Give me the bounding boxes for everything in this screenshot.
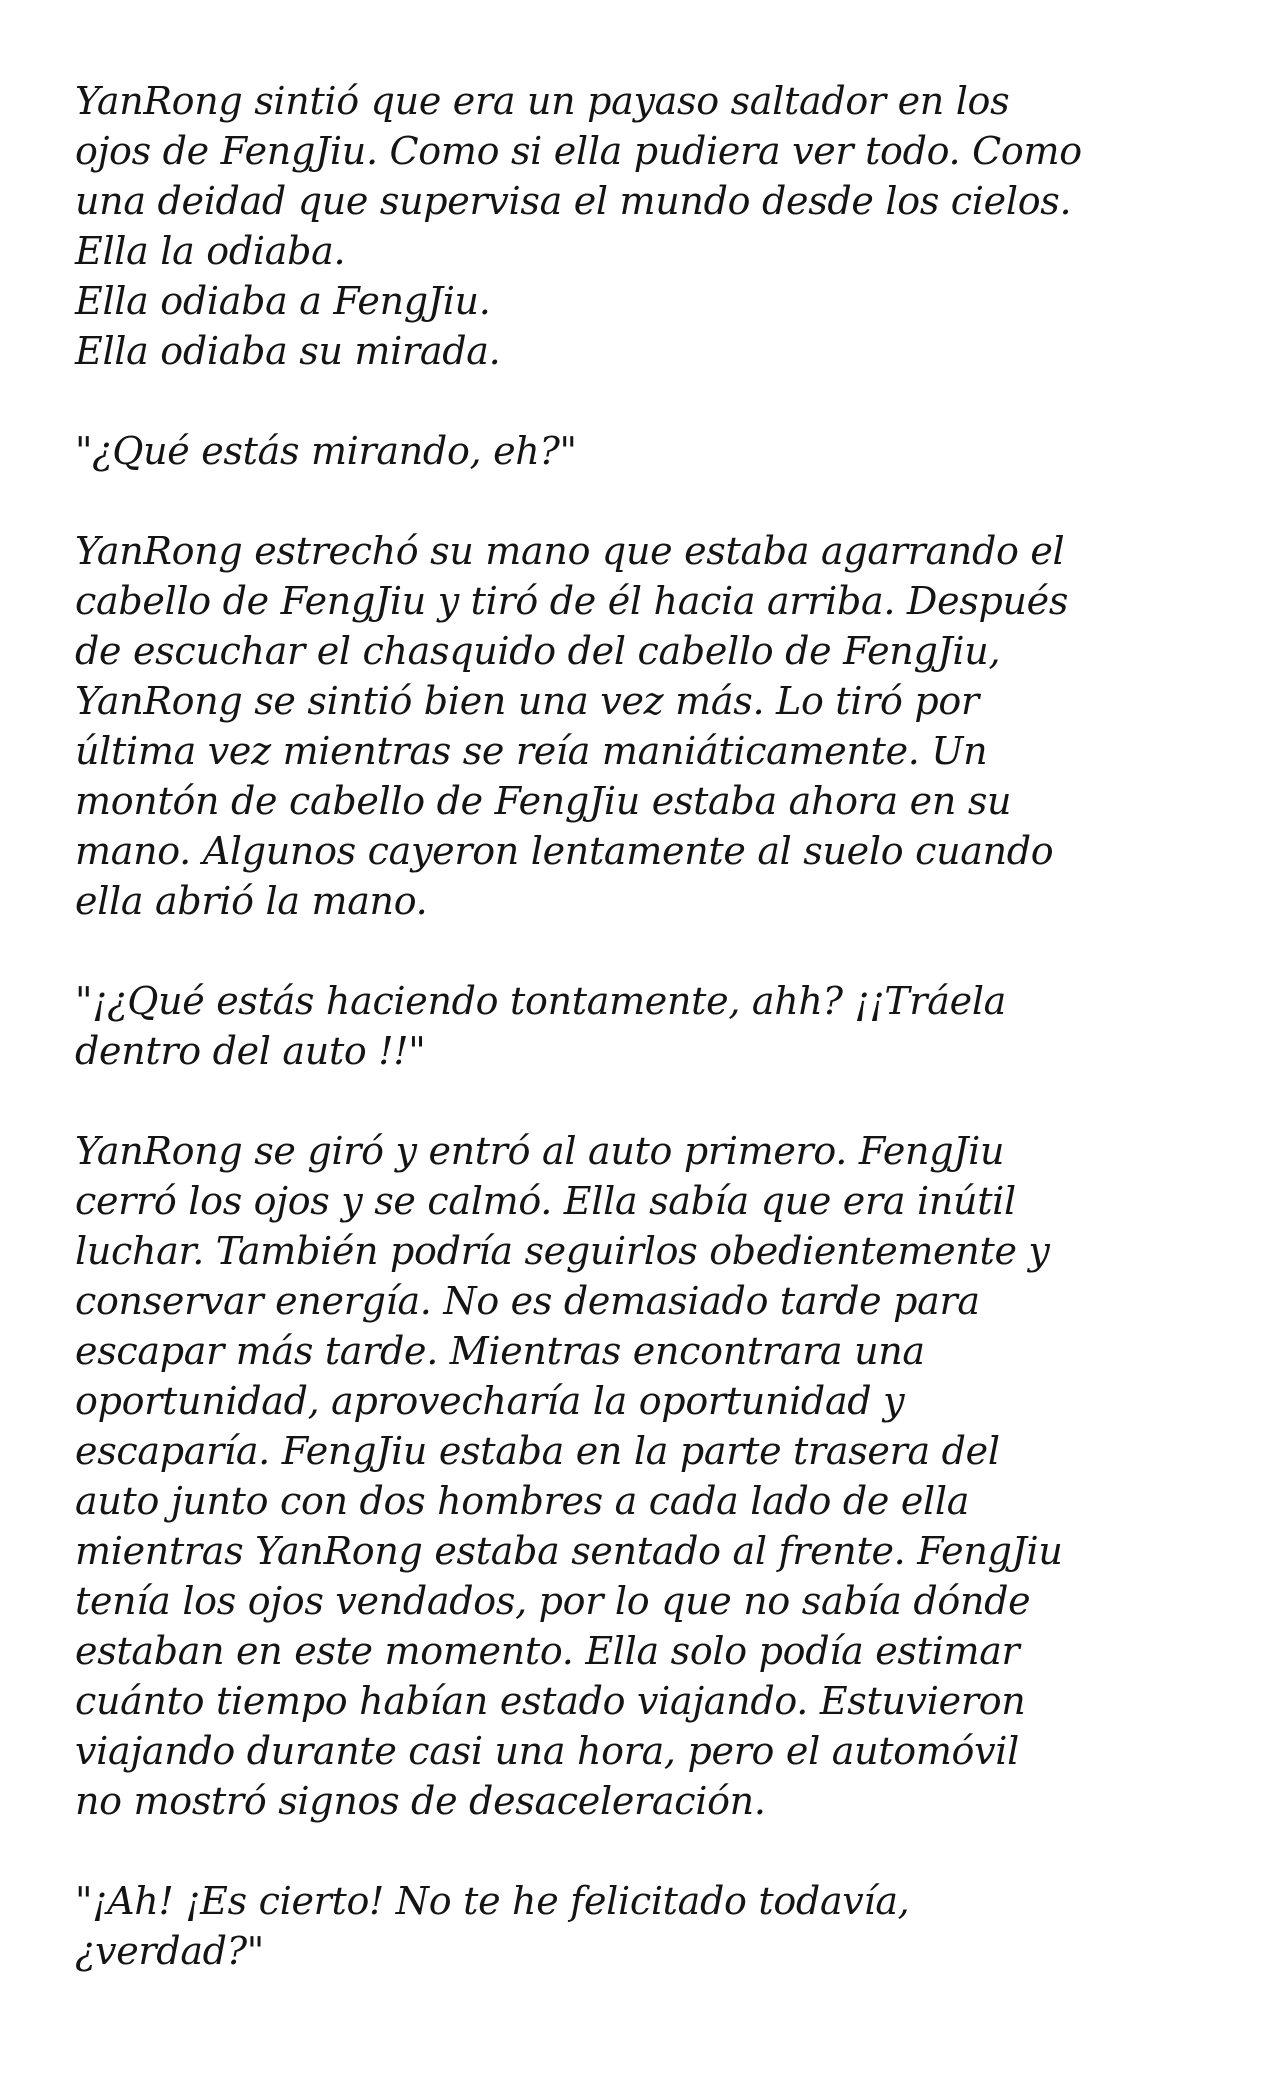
text-line: estaban en este momento. Ella solo podía estimar	[75, 1629, 1020, 1673]
paragraph-3	[75, 1126, 1235, 1826]
dialogue-line: "¡Ah! ¡Es cierto! No te he felicitado todavía,	[75, 1879, 910, 1923]
text-line: Ella odiaba a FengJiu.	[75, 279, 491, 323]
text-line: cuánto tiempo habían estado viajando. Estuvieron	[75, 1679, 1026, 1723]
dialogue-line: dentro del auto !!"	[75, 1029, 426, 1073]
text-line: cabello de FengJiu y tiró de él hacia arriba. Después	[75, 579, 1069, 623]
text-line: no mostró signos de desaceleración.	[75, 1779, 766, 1823]
text-line: de escuchar el chasquido del cabello de FengJiu,	[75, 629, 1001, 673]
text-line: YanRong se sintió bien una vez más. Lo tiró por	[75, 679, 979, 723]
text-line: mientras YanRong estaba sentado al frente. FengJiu	[75, 1529, 1063, 1573]
text-line: cerró los ojos y se calmó. Ella sabía que era inútil	[75, 1179, 1016, 1223]
text-line: YanRong se giró y entró al auto primero. FengJiu	[75, 1129, 1005, 1173]
dialogue-line: "¡¿Qué estás haciendo tontamente, ahh? ¡¡Tráela	[75, 979, 1007, 1023]
text-line: tenía los ojos vendados, por lo que no sabía dónde	[75, 1579, 1031, 1623]
dialogue-line: ¿verdad?"	[75, 1929, 264, 1973]
text-line: YanRong sintió que era un payaso saltador en los	[75, 79, 1010, 123]
text-line: ella abrió la mano.	[75, 879, 428, 923]
text-line: escaparía. FengJiu estaba en la parte trasera del	[75, 1429, 1000, 1473]
text-line: YanRong estrechó su mano que estaba agarrando el	[75, 529, 1065, 573]
text-line: oportunidad, aprovecharía la oportunidad y	[75, 1379, 905, 1423]
dialogue-line: "¿Qué estás mirando, eh?"	[75, 429, 577, 473]
text-line: Ella odiaba su mirada.	[75, 329, 501, 373]
dialogue-3	[75, 1876, 1235, 1976]
paragraph-1	[75, 76, 1235, 376]
text-line: mano. Algunos cayeron lentamente al suelo cuando	[75, 829, 1054, 873]
text-line: ojos de FengJiu. Como si ella pudiera ver todo. Como	[75, 129, 1082, 173]
text-line: última vez mientras se reía maniáticamente. Un	[75, 729, 988, 773]
text-line: viajando durante casi una hora, pero el automóvil	[75, 1729, 1020, 1773]
document-page	[75, 76, 1235, 2026]
dialogue-1	[75, 426, 1235, 476]
dialogue-2	[75, 976, 1235, 1076]
text-line: una deidad que supervisa el mundo desde los cielos.	[75, 179, 1072, 223]
text-line: escapar más tarde. Mientras encontrara una	[75, 1329, 925, 1373]
text-line: Ella la odiaba.	[75, 229, 346, 273]
paragraph-2	[75, 526, 1235, 926]
text-line: luchar. También podría seguirlos obedientemente y	[75, 1229, 1050, 1273]
text-line: conservar energía. No es demasiado tarde para	[75, 1279, 980, 1323]
text-line: montón de cabello de FengJiu estaba ahora en su	[75, 779, 1012, 823]
text-line: auto junto con dos hombres a cada lado de ella	[75, 1479, 970, 1523]
